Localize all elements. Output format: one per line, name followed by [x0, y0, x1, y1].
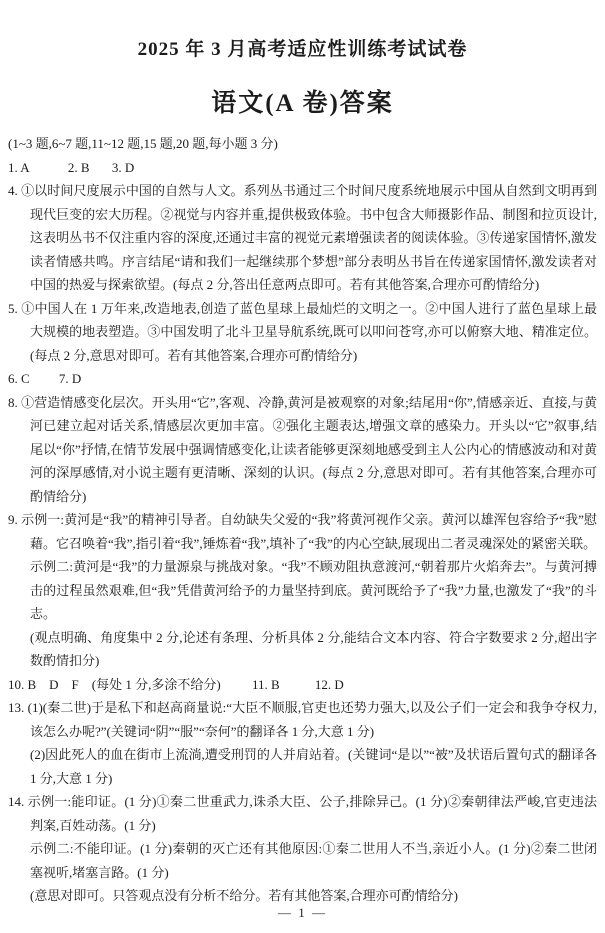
- answer-q7: 7. D: [58, 371, 82, 386]
- answer-q1: 1. A: [8, 159, 30, 175]
- exam-title: 2025 年 3 月高考适应性训练考试试卷: [137, 39, 468, 60]
- answer-row-10-12: [8, 673, 597, 697]
- answer-q9-example1: 9. 示例一:黄河是“我”的精神引导者。自幼缺失父爱的“我”将黄河视作父亲。黄河以雄浑包容给予“我”慰藉。它召唤着“我”,指引着“我”,锤炼着“我”,填补了“我”的内心空缺,展现出二者灵魂深处的紧密关联。: [8, 512, 597, 551]
- answer-q10: 10. B D F (每处 1 分,多涂不给分): [8, 676, 221, 692]
- answer-q3: 3. D: [111, 159, 135, 175]
- answer-q11: 11. B: [251, 676, 280, 692]
- answer-q5: 5. ①中国人在 1 万年来,改造地表,创造了蓝色星球上最灿烂的文明之一。②中国人进行了蓝色星球上最大规模的地表塑造。③中国发明了北斗卫星导航系统,既可以叩问苍穹,亦可以俯察大地、精准定位。(每点 2 分,意思对即可。若有其他答案,合理亦可酌情给分): [8, 300, 597, 363]
- answer-q12: 12. D: [314, 676, 344, 692]
- answers-content: [8, 132, 597, 908]
- answer-q14-example2: 示例二:不能印证。(1 分)秦朝的灭亡还有其他原因:①秦二世用人不当,亲近小人。(1 分)②秦二世闭塞视听,堵塞言路。(1 分): [30, 841, 597, 880]
- answer-row-1-3: [8, 156, 597, 180]
- answer-q14-example1: 14. 示例一:能印证。(1 分)①秦二世重武力,诛杀大臣、公子,排除异己。(1 分)②秦朝律法严峻,官吏违法判案,百姓动荡。(1 分): [8, 794, 597, 833]
- page-number: — 1 —: [278, 905, 327, 920]
- scoring-note: (1~3 题,6~7 题,11~12 题,15 题,20 题,每小题 3 分): [8, 136, 278, 151]
- answer-q13-part1: 13. (1)(秦二世)于是私下和赵高商量说:“大臣不顺服,官吏也还势力强大,以及公子们一定会和我争夺权力,该怎么办呢?”(关键词“阴”“服”“奈何”的翻译各 1 分,大意 1 分): [8, 700, 597, 739]
- answer-sheet-page: [0, 38, 605, 933]
- answer-q13-part2: (2)因此死人的血在街市上流淌,遭受刑罚的人并肩站着。(关键词“是以”“被”及状语后置句式的翻译各 1 分,大意 1 分): [30, 747, 597, 786]
- answer-q9-scoring-note: (观点明确、角度集中 2 分,论述有条理、分析具体 2 分,能结合文本内容、符合字数要求 2 分,超出字数酌情扣分): [30, 629, 597, 668]
- answer-q6: 6. C: [8, 371, 30, 386]
- answer-q2: 2. B: [67, 159, 90, 175]
- answer-q14-scoring-note: (意思对即可。只答观点没有分析不给分。若有其他答案,合理亦可酌情给分): [30, 888, 458, 903]
- answer-row-6-7: [8, 367, 597, 391]
- paper-title: 语文(A 卷)答案: [211, 90, 394, 117]
- answer-q4: 4. ①以时间尺度展示中国的自然与人文。系列丛书通过三个时间尺度系统地展示中国从自然到文明再到现代巨变的宏大历程。②视觉与内容并重,提供极致体验。书中包含大师摄影作品、制图和拉页设计,这表明丛书不仅注重内容的深度,还通过丰富的视觉元素增强读者的阅读体验。③传递家国情怀,激发读者情感共鸣。序言结尾“请和我们一起继续那个梦想”部分表明丛书旨在传递家国情怀,激发读者对中国的热爱与探索欲望。(每点 2 分,答出任意两点即可。若有其他答案,合理亦可酌情给分): [8, 183, 597, 292]
- answer-q8: 8. ①营造情感变化层次。开头用“它”,客观、冷静,黄河是被观察的对象;结尾用“你”,情感亲近、直接,与黄河已建立起对话关系,情感层次更加丰富。②强化主题表达,增强文章的感染力。开头以“它”叙事,结尾以“你”抒情,在情节发展中强调情感变化,让读者能够更深刻地感受到主人公内心的情感波动和对黄河的深厚感情,对小说主题有更清晰、深刻的认识。(每点 2 分,意思对即可。若有其他答案,合理亦可酌情给分): [8, 394, 597, 504]
- answer-q9-example2: 示例二:黄河是“我”的力量源泉与挑战对象。“我”不顾劝阻执意渡河,“朝着那片火焰奔去”。与黄河搏击的过程虽然艰难,但“我”凭借黄河给予的力量坚持到底。黄河既给予了“我”力量,也激发了“我”的斗志。: [30, 559, 597, 621]
